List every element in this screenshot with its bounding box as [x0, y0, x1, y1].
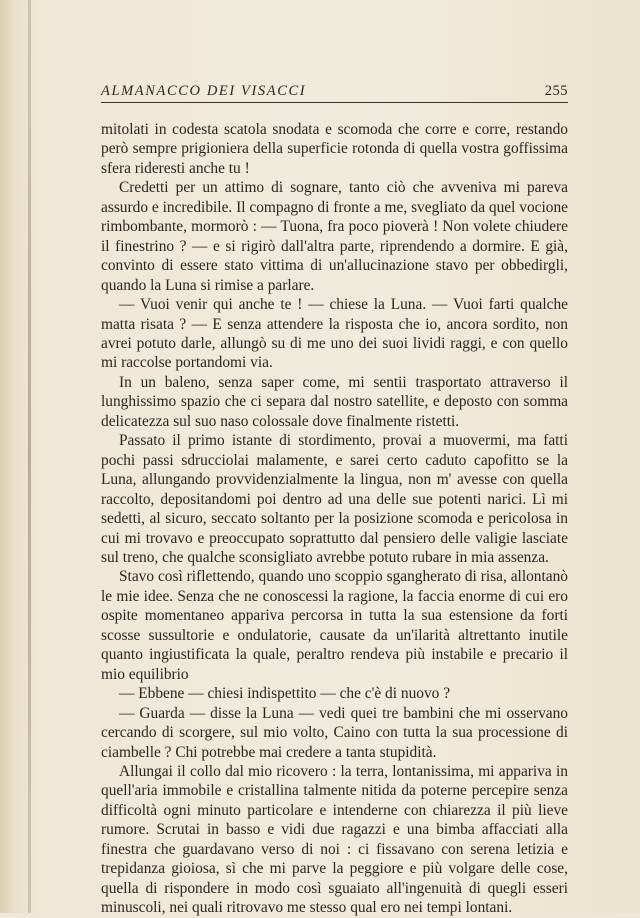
paragraph: Passato il primo istante di stordimento, provai a muovermi, ma fatti pochi passi sdrucciolai malamente, e sarei certo caduto capofitto se la Luna, allungando provvidenzialmente la lingua, non m' avesse con quella raccolto, depositandomi poi dentro ad una delle sue potenti narici. Lì mi sedetti, al sicuro, seccato soltanto per la posizione scomoda e pericolosa in cui mi trovavo e preoccupato soprattutto dal pensiero delle valigie lasciate sul treno, che qualche sconsigliato avrebbe potuto rubare in mia assenza.	[101, 432, 568, 566]
body-text	[101, 120, 568, 918]
running-head	[101, 82, 568, 103]
paragraph: Allungai il collo dal mio ricovero : la terra, lontanissima, mi appariva in quell'aria immobile e cristallina talmente nitida da poterne percepire senza difficoltà ogni minuto particolare e intenderne con chiarezza il più lieve rumore. Scrutai in basso e vidi due ragazzi e una bimba affacciati alla finestra che guardavano verso di noi : ci fissavano con serena letizia e trepidanza gioiosa, sì che mi parve la peggiore e più volgare delle cose, quella di rispondere in modo così sguaiato all'ingenuità di quegli esseri minuscoli, nei quali ritrovavo me stesso qual ero nei tempi lontani.	[101, 762, 568, 917]
paragraph: — Ebbene — chiesi indispettito — che c'è di nuovo ?	[119, 685, 451, 703]
running-head-title: ALMANACCO DEI VISACCI	[101, 83, 307, 99]
binding-edge	[28, 0, 31, 913]
paragraph: Stavo così riflettendo, quando uno scoppio sgangherato di risa, allontanò le mie idee. Senza che ne conoscessi la ragione, la faccia enorme di cui ero ospite momentaneo appariva percorsa in tutta la sua estensione da forti scosse sussultorie e ondulatorie, causate da un'ilarità altrettanto inutile quanto ingiustificata la quale, peraltro rendeva più instabile e precario il mio equilibrio	[101, 568, 568, 683]
paragraph: — Vuoi venir qui anche te ! — chiese la Luna. — Vuoi farti qualche matta risata ? — E senza attendere la risposta che io, ancora sordito, non avrei potuto darle, allungò su di me uno dei suoi lividi raggi, e con quello mi raccolse portandomi via.	[101, 296, 568, 372]
paragraph: — Guarda — disse la Luna — vedi quei tre bambini che mi osservano cercando di scorgere, sul mio volto, Caino con tutta la sua processione di ciambelle ? Chi potrebbe mai credere a tanta stupidità.	[101, 704, 568, 761]
paragraph: Credetti per un attimo di sognare, tanto ciò che avveniva mi pareva assurdo e incredibile. Il compagno di fronte a me, svegliato da quel vocione rimbombante, mormorò : — Tuona, fra poco pioverà ! Non volete chiudere il finestrino ? — e si rigirò dall'altra parte, riprendendo a dormire. E già, convinto di essere stato vittima di un'allucinazione stavo per obbedirgli, quando la Luna si rimise a parlare.	[101, 179, 568, 294]
paragraph-continuation: mitolati in codesta scatola snodata e scomoda che corre e corre, restando però sempre prigioniera della superficie rotonda di quella vostra goffissima sfera rideresti anche tu !	[101, 121, 568, 177]
page-number: 255	[544, 83, 568, 99]
paragraph: In un baleno, senza saper come, mi sentii trasportato attraverso il lunghissimo spazio che ci separa dal nostro satellite, e deposto con somma delicatezza sul suo naso colossale dove finalmente ristetti.	[101, 373, 568, 430]
